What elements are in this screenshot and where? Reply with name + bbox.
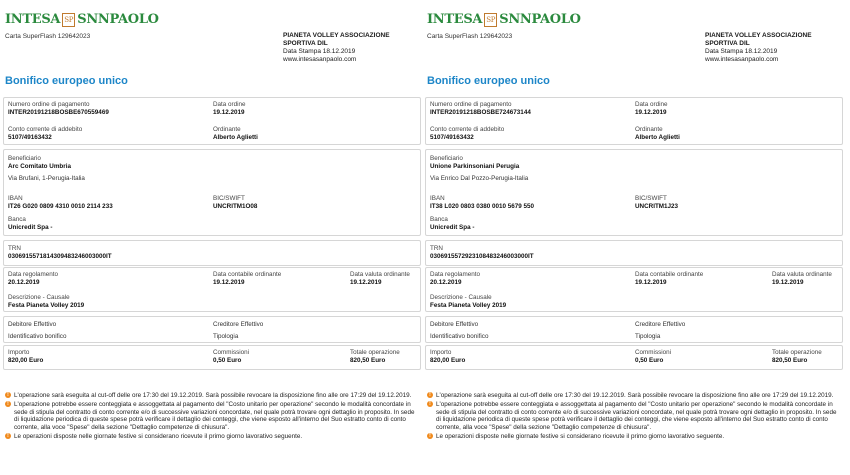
amount: 820,00 Euro <box>430 357 466 364</box>
dates-box: Data regolamento 20.12.2019 Data contabile ordinante 19.12.2019 Data valuta ordinante 19.12.2019 Descrizione - Causale Festa Pianeta Volley 2019 <box>3 267 421 312</box>
accounting-date: 19.12.2019 <box>213 279 245 286</box>
bank-logo: INTESA SP SNNPAOLO <box>5 12 159 27</box>
receipt-left <box>3 0 421 475</box>
beneficiary-address: Via Enrico Dal Pozzo-Perugia-Italia <box>430 175 529 182</box>
info-icon: ! <box>427 392 433 398</box>
value-date: 19.12.2019 <box>772 279 804 286</box>
notes <box>427 392 839 442</box>
payee-block <box>283 32 423 64</box>
page-title: Bonifico europeo unico <box>5 75 128 87</box>
debit-account: 5107/49163432 <box>430 134 474 141</box>
note-item: ! L'operazione potrebbe essere conteggiata e assoggettata al pagamento del "Costo unitario per operazione" secondo le modalità concordate in sede di stipula del contratto di conto corrente e/o di successive variazioni concordate, nel quale potrà trovare ogni dettaglio in proposito. In sede di liquidazione periodica di queste spese potrà verificare il dettaglio dei conteggi, che viene esposto all'interno del Suo estratto conto di conto corrente, alla voce "Spese" della sezione "Dettaglio competenze di chiusura". <box>5 401 417 431</box>
info-icon: ! <box>427 401 433 407</box>
description: Festa Pianeta Volley 2019 <box>430 302 507 309</box>
notes <box>5 392 417 442</box>
note-item: ! Le operazioni disposte nelle giornate festive si considerano ricevute il primo giorno lavorativo seguente. <box>5 433 417 440</box>
total: 820,50 Euro <box>772 357 808 364</box>
note-item: ! Le operazioni disposte nelle giornate festive si considerano ricevute il primo giorno lavorativo seguente. <box>427 433 839 440</box>
trn-code: 0306915572923108483246003000IT <box>430 253 534 260</box>
trn-box: TRN 0306915572923108483246003000IT <box>425 240 843 266</box>
info-icon: ! <box>427 433 433 439</box>
effective-box: Debitore Effettivo Creditore Effettivo Identificativo bonifico Tipologia <box>3 316 421 343</box>
bank-name: Unicredit Spa - <box>430 224 475 231</box>
amount-box: Importo 820,00 Euro Commissioni 0,50 Euro Totale operazione 820,50 Euro <box>425 345 843 370</box>
total: 820,50 Euro <box>350 357 386 364</box>
note-item: ! L'operazione sarà eseguita al cut-off delle ore 17:30 del 19.12.2019. Sarà possibile revocare la disposizione fino alle ore 17:29 del 19.12.2019. <box>5 392 417 399</box>
print-date: Data Stampa 18.12.2019 <box>705 48 778 55</box>
beneficiary-name: Arc Comitato Umbria <box>8 163 71 170</box>
settlement-date: 20.12.2019 <box>8 279 40 286</box>
note-item: ! L'operazione sarà eseguita al cut-off delle ore 17:30 del 19.12.2019. Sarà possibile revocare la disposizione fino alle ore 17:29 del 19.12.2019. <box>427 392 839 399</box>
iban: IT38 L020 0803 0380 0010 5679 550 <box>430 203 534 210</box>
amount-box: Importo 820,00 Euro Commissioni 0,50 Euro Totale operazione 820,50 Euro <box>3 345 421 370</box>
bic-swift: UNCRITM1J23 <box>635 203 679 210</box>
order-number: INTER20191218BOSBE724673144 <box>430 109 531 116</box>
bank-seal-icon: SP <box>484 13 497 27</box>
trn-code: 0306915571814309483246003000IT <box>8 253 112 260</box>
bank-name: Unicredit Spa - <box>8 224 53 231</box>
card-label: Carta SuperFlash 129642023 <box>427 33 513 40</box>
print-date: Data Stampa 18.12.2019 <box>283 48 356 55</box>
debit-account: 5107/49163432 <box>8 134 52 141</box>
order-box: Numero ordine di pagamento INTER20191218BOSBE670559469 Data ordine 19.12.2019 Conto corrente di addebito 5107/49163432 Ordinante Alberto Aglietti <box>3 97 421 145</box>
order-box: Numero ordine di pagamento INTER20191218BOSBE724673144 Data ordine 19.12.2019 Conto corrente di addebito 5107/49163432 Ordinante Alberto Aglietti <box>425 97 843 145</box>
payee-block <box>705 32 845 64</box>
accounting-date: 19.12.2019 <box>635 279 667 286</box>
website: www.intesasanpaolo.com <box>283 56 357 63</box>
description: Festa Pianeta Volley 2019 <box>8 302 85 309</box>
bank-logo: INTESA SP SNNPAOLO <box>427 12 581 27</box>
order-date: 19.12.2019 <box>213 109 245 116</box>
receipt-header <box>425 0 843 70</box>
beneficiary-address: Via Brufani, 1-Perugia-Italia <box>8 175 85 182</box>
receipt-right <box>425 0 843 475</box>
orderer: Alberto Aglietti <box>213 134 258 141</box>
beneficiary-box: Beneficiario Unione Parkinsoniani Perugia Via Enrico Dal Pozzo-Perugia-Italia IBAN IT38 L020 0803 0380 0010 5679 550 BIC/SWIFT UNCRITM1J23 Banca Unicredit Spa - <box>425 149 843 236</box>
trn-box: TRN 0306915571814309483246003000IT <box>3 240 421 266</box>
fees: 0,50 Euro <box>635 357 664 364</box>
bank-seal-icon: SP <box>62 13 75 27</box>
order-number: INTER20191218BOSBE670559469 <box>8 109 109 116</box>
payee-name: PIANETA VOLLEY ASSOCIAZIONE SPORTIVA DIL <box>283 32 390 47</box>
website: www.intesasanpaolo.com <box>705 56 779 63</box>
card-label: Carta SuperFlash 129642023 <box>5 33 91 40</box>
amount: 820,00 Euro <box>8 357 44 364</box>
page-title: Bonifico europeo unico <box>427 75 550 87</box>
beneficiary-name: Unione Parkinsoniani Perugia <box>430 163 520 170</box>
fees: 0,50 Euro <box>213 357 242 364</box>
orderer: Alberto Aglietti <box>635 134 680 141</box>
note-item: ! L'operazione potrebbe essere conteggiata e assoggettata al pagamento del "Costo unitario per operazione" secondo le modalità concordate in sede di stipula del contratto di conto corrente e/o di successive variazioni concordate, nel quale potrà trovare ogni dettaglio in proposito. In sede di liquidazione periodica di queste spese potrà verificare il dettaglio dei conteggi, che viene esposto all'interno del Suo estratto conto di conto corrente, alla voce "Spese" della sezione "Dettaglio competenze di chiusura". <box>427 401 839 431</box>
order-date: 19.12.2019 <box>635 109 667 116</box>
iban: IT26 G020 0809 4310 0010 2114 233 <box>8 203 113 210</box>
beneficiary-box: Beneficiario Arc Comitato Umbria Via Brufani, 1-Perugia-Italia IBAN IT26 G020 0809 4310 0010 2114 233 BIC/SWIFT UNCRITM1O08 Banca Unicredit Spa - <box>3 149 421 236</box>
info-icon: ! <box>5 392 11 398</box>
info-icon: ! <box>5 433 11 439</box>
effective-box: Debitore Effettivo Creditore Effettivo Identificativo bonifico Tipologia <box>425 316 843 343</box>
dates-box: Data regolamento 20.12.2019 Data contabile ordinante 19.12.2019 Data valuta ordinante 19.12.2019 Descrizione - Causale Festa Pianeta Volley 2019 <box>425 267 843 312</box>
payee-name: PIANETA VOLLEY ASSOCIAZIONE SPORTIVA DIL <box>705 32 812 47</box>
value-date: 19.12.2019 <box>350 279 382 286</box>
bic-swift: UNCRITM1O08 <box>213 203 258 210</box>
settlement-date: 20.12.2019 <box>430 279 462 286</box>
info-icon: ! <box>5 401 11 407</box>
receipt-header <box>3 0 421 70</box>
